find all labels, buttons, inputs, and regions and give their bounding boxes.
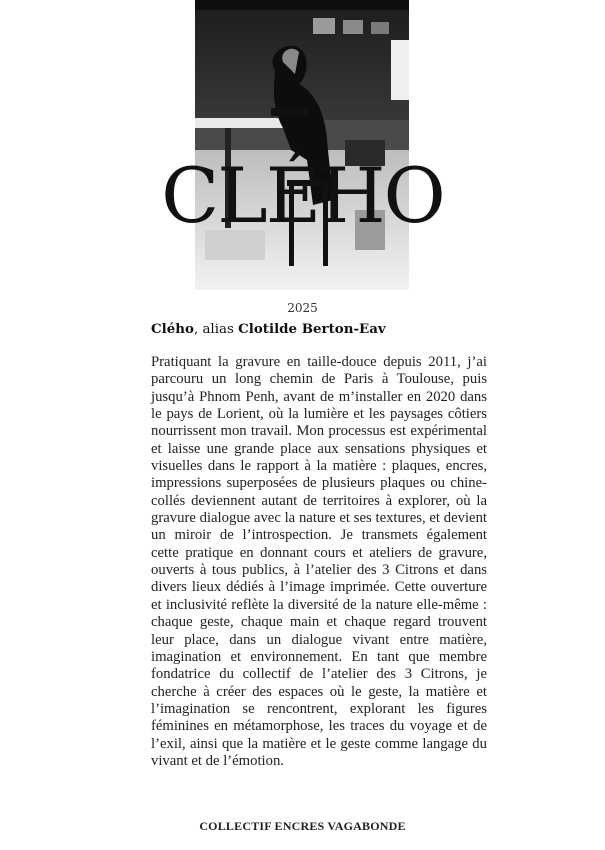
artist-alias-name: Clého xyxy=(151,321,194,337)
year-label: 2025 xyxy=(287,301,318,315)
title-text: CLÉHO xyxy=(161,151,444,240)
collective-footer: COLLECTIF ENCRES VAGABONDE xyxy=(199,819,406,833)
title-cleho xyxy=(0,151,605,240)
artist-portrait-photo xyxy=(195,0,409,290)
artist-alias-line xyxy=(151,321,386,337)
artist-full-name: Clotilde Berton-Eav xyxy=(238,321,386,337)
alias-connector: , alias xyxy=(193,322,239,337)
artist-biography: Pratiquant la gravure en taille-douce depuis 2011, j’ai parcouru un long chemin de Paris à Toulouse, puis jusqu’à Phnom Penh, avant de m’installer en 2020 dans le pays de Lorient, où la lumière et les paysages côtiers nourrissent mon travail. Mon processus est expérimental et laisse une grande place aux sensations physiques et visuelles dans le rapport à la matière : plaques, encres, impressions superposées de plusieurs plaques ou chine-collés deviennent autant de territoires à explorer, où la gravure dialogue avec la nature et ses textures, et devient un miroir de l’introspection. Je transmets également cette pratique en donnant cours et ateliers de gravure, ouverts à tous publics, à l’atelier des 3 Citrons et dans divers lieux dédiés à l’image imprimée. Cette ouverture et inclusivité reflète la diversité de la nature elle-même : chaque geste, chaque main et chaque regard trouvent leur place, dans un dialogue vivant entre matière, imagination et environnement. En tant que membre fondatrice du collectif de l’atelier des 3 Citrons, je cherche à créer des espaces où le geste, la matière et l’imagination se rencontrent, explorant les figures féminines en métamorphose, les traces du voyage et de l’exil, ainsi que la matière et le geste comme langage du vivant et de l’émotion. xyxy=(151,354,487,769)
